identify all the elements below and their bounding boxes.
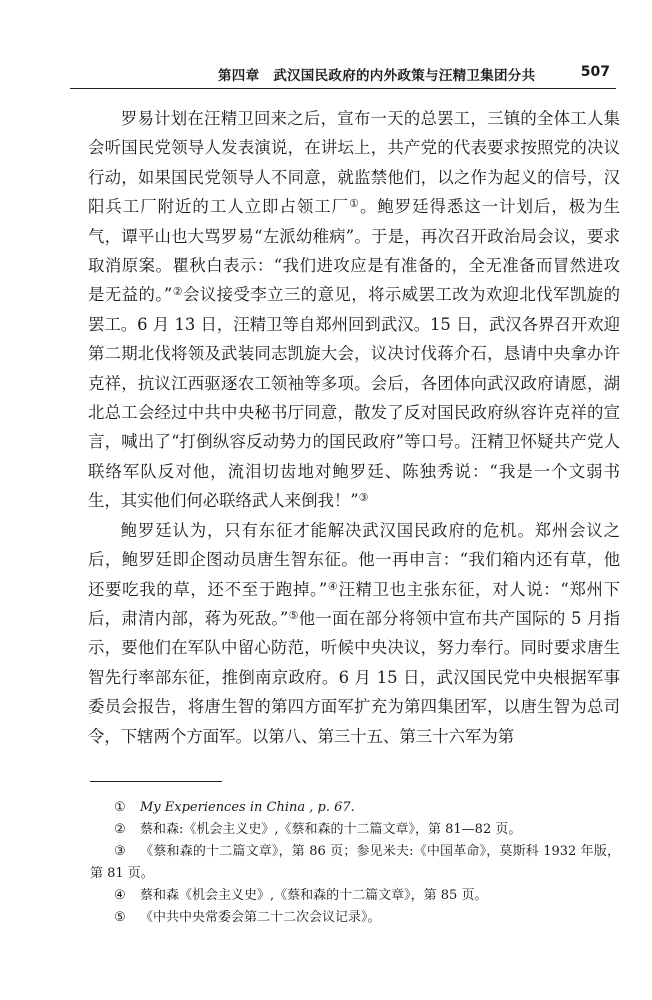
footnotes xyxy=(90,797,620,929)
footnote-text: 蔡和森《机会主义史》,《蔡和森的十二篇文章》，第 85 页。 xyxy=(140,888,488,903)
footnote xyxy=(90,907,620,929)
footnote-number: ③ xyxy=(114,844,126,859)
footnote-text: My Experiences in China , p. 67. xyxy=(140,800,355,815)
footnote xyxy=(90,885,620,907)
paragraph-text: 会议接受李立三的意见，将示威罢工改为欢迎北伐军凯旋的罢工。6 月 13 日，汪精卫等自郑州回到武汉。15 日，武汉各界召开欢迎第二期北伐将领及武装同志凯旋大会，议决讨伐蒋介石，恳请中央拿办许克祥，抗议江西驱逐农工领袖等多项。会后，各团体向武汉政府请愿，湖北总工会经过中共中央秘书厅同意，散发了反对国民政府纵容许克祥的宣言，喊出了“打倒纵容反动势力的国民政府”等口号。汪精卫怀疑共产党人联络军队反对他，流泪切齿地对鲍罗廷、陈独秀说：“我是一个文弱书生，其实他们何必联络武人来倒我！” xyxy=(88,285,620,511)
footnote-ref-1: ① xyxy=(349,197,360,211)
footnote-number: ⑤ xyxy=(114,910,126,925)
paragraph xyxy=(88,516,620,751)
paragraph-text: 。鲍罗廷得悉这一计划后，极为生气，谭平山也大骂罗易“左派幼稚病”。于是，再次召开政治局会议，要求取消原案。瞿秋白表示：“我们进攻应是有准备的，全无准备而冒然进攻是无益的。” xyxy=(88,197,620,305)
footnote-text: 《蔡和森的十二篇文章》，第 86 页；参见米夫:《中国革命》，莫斯科 1932 年版，第 81 页。 xyxy=(90,844,620,881)
footnote xyxy=(90,797,620,819)
main-text xyxy=(88,104,620,751)
footnote xyxy=(90,841,620,885)
paragraph-text: 鲍罗廷认为，只有东征才能解决武汉国民政府的危机。郑州会议之后，鲍罗廷即企图动员唐生智东征。他一再申言：“我们箱内还有草，他还要吃我的草，还不至于跑掉。” xyxy=(88,520,620,599)
footnote-divider xyxy=(90,781,222,782)
paragraph-text: 汪精卫也主张东征，对人说：“郑州下后，肃清内部，蒋为死敌。” xyxy=(88,579,620,628)
footnote-number: ① xyxy=(114,800,126,815)
footnote-number: ④ xyxy=(114,888,126,903)
footnote xyxy=(90,819,620,841)
footnote-text: 蔡和森:《机会主义史》,《蔡和森的十二篇文章》，第 81—82 页。 xyxy=(140,822,522,837)
footnote-ref-3: ③ xyxy=(358,491,369,505)
paragraph-text: 罗易计划在汪精卫回来之后，宣布一天的总罢工，三镇的全体工人集会听国民党领导人发表演说，在讲坛上，共产党的代表要求按照党的决议行动，如果国民党领导人不同意，就监禁他们，以之作为起义的信号，汉阳兵工厂附近的工人立即占领工厂 xyxy=(88,109,620,217)
footnote-ref-5: ⑤ xyxy=(288,608,299,622)
footnote-ref-2: ② xyxy=(172,285,184,299)
running-header xyxy=(70,58,616,89)
footnote-text: 《中共中央常委会第二十二次会议记录》。 xyxy=(140,910,381,925)
footnote-number: ② xyxy=(114,822,126,837)
chapter-title: 第四章 武汉国民政府的内外政策与汪精卫集团分共 xyxy=(218,68,536,84)
paragraph xyxy=(88,104,620,516)
page-number: 507 xyxy=(580,64,610,80)
footnote-ref-4: ④ xyxy=(327,579,339,593)
paragraph-text: 他一面在部分将领中宣布共产国际的 5 月指示，要他们在军队中留心防范，听候中央决议，努力奉行。同时要求唐生智先行率部东征，推倒南京政府。6 月 15 日，武汉国民党中央根据军事委员会报告，将唐生智的第四方面军扩充为第四集团军，以唐生智为总司令，下辖两个方面军。以第八、第三十五、第三十六军为第 xyxy=(88,608,620,746)
